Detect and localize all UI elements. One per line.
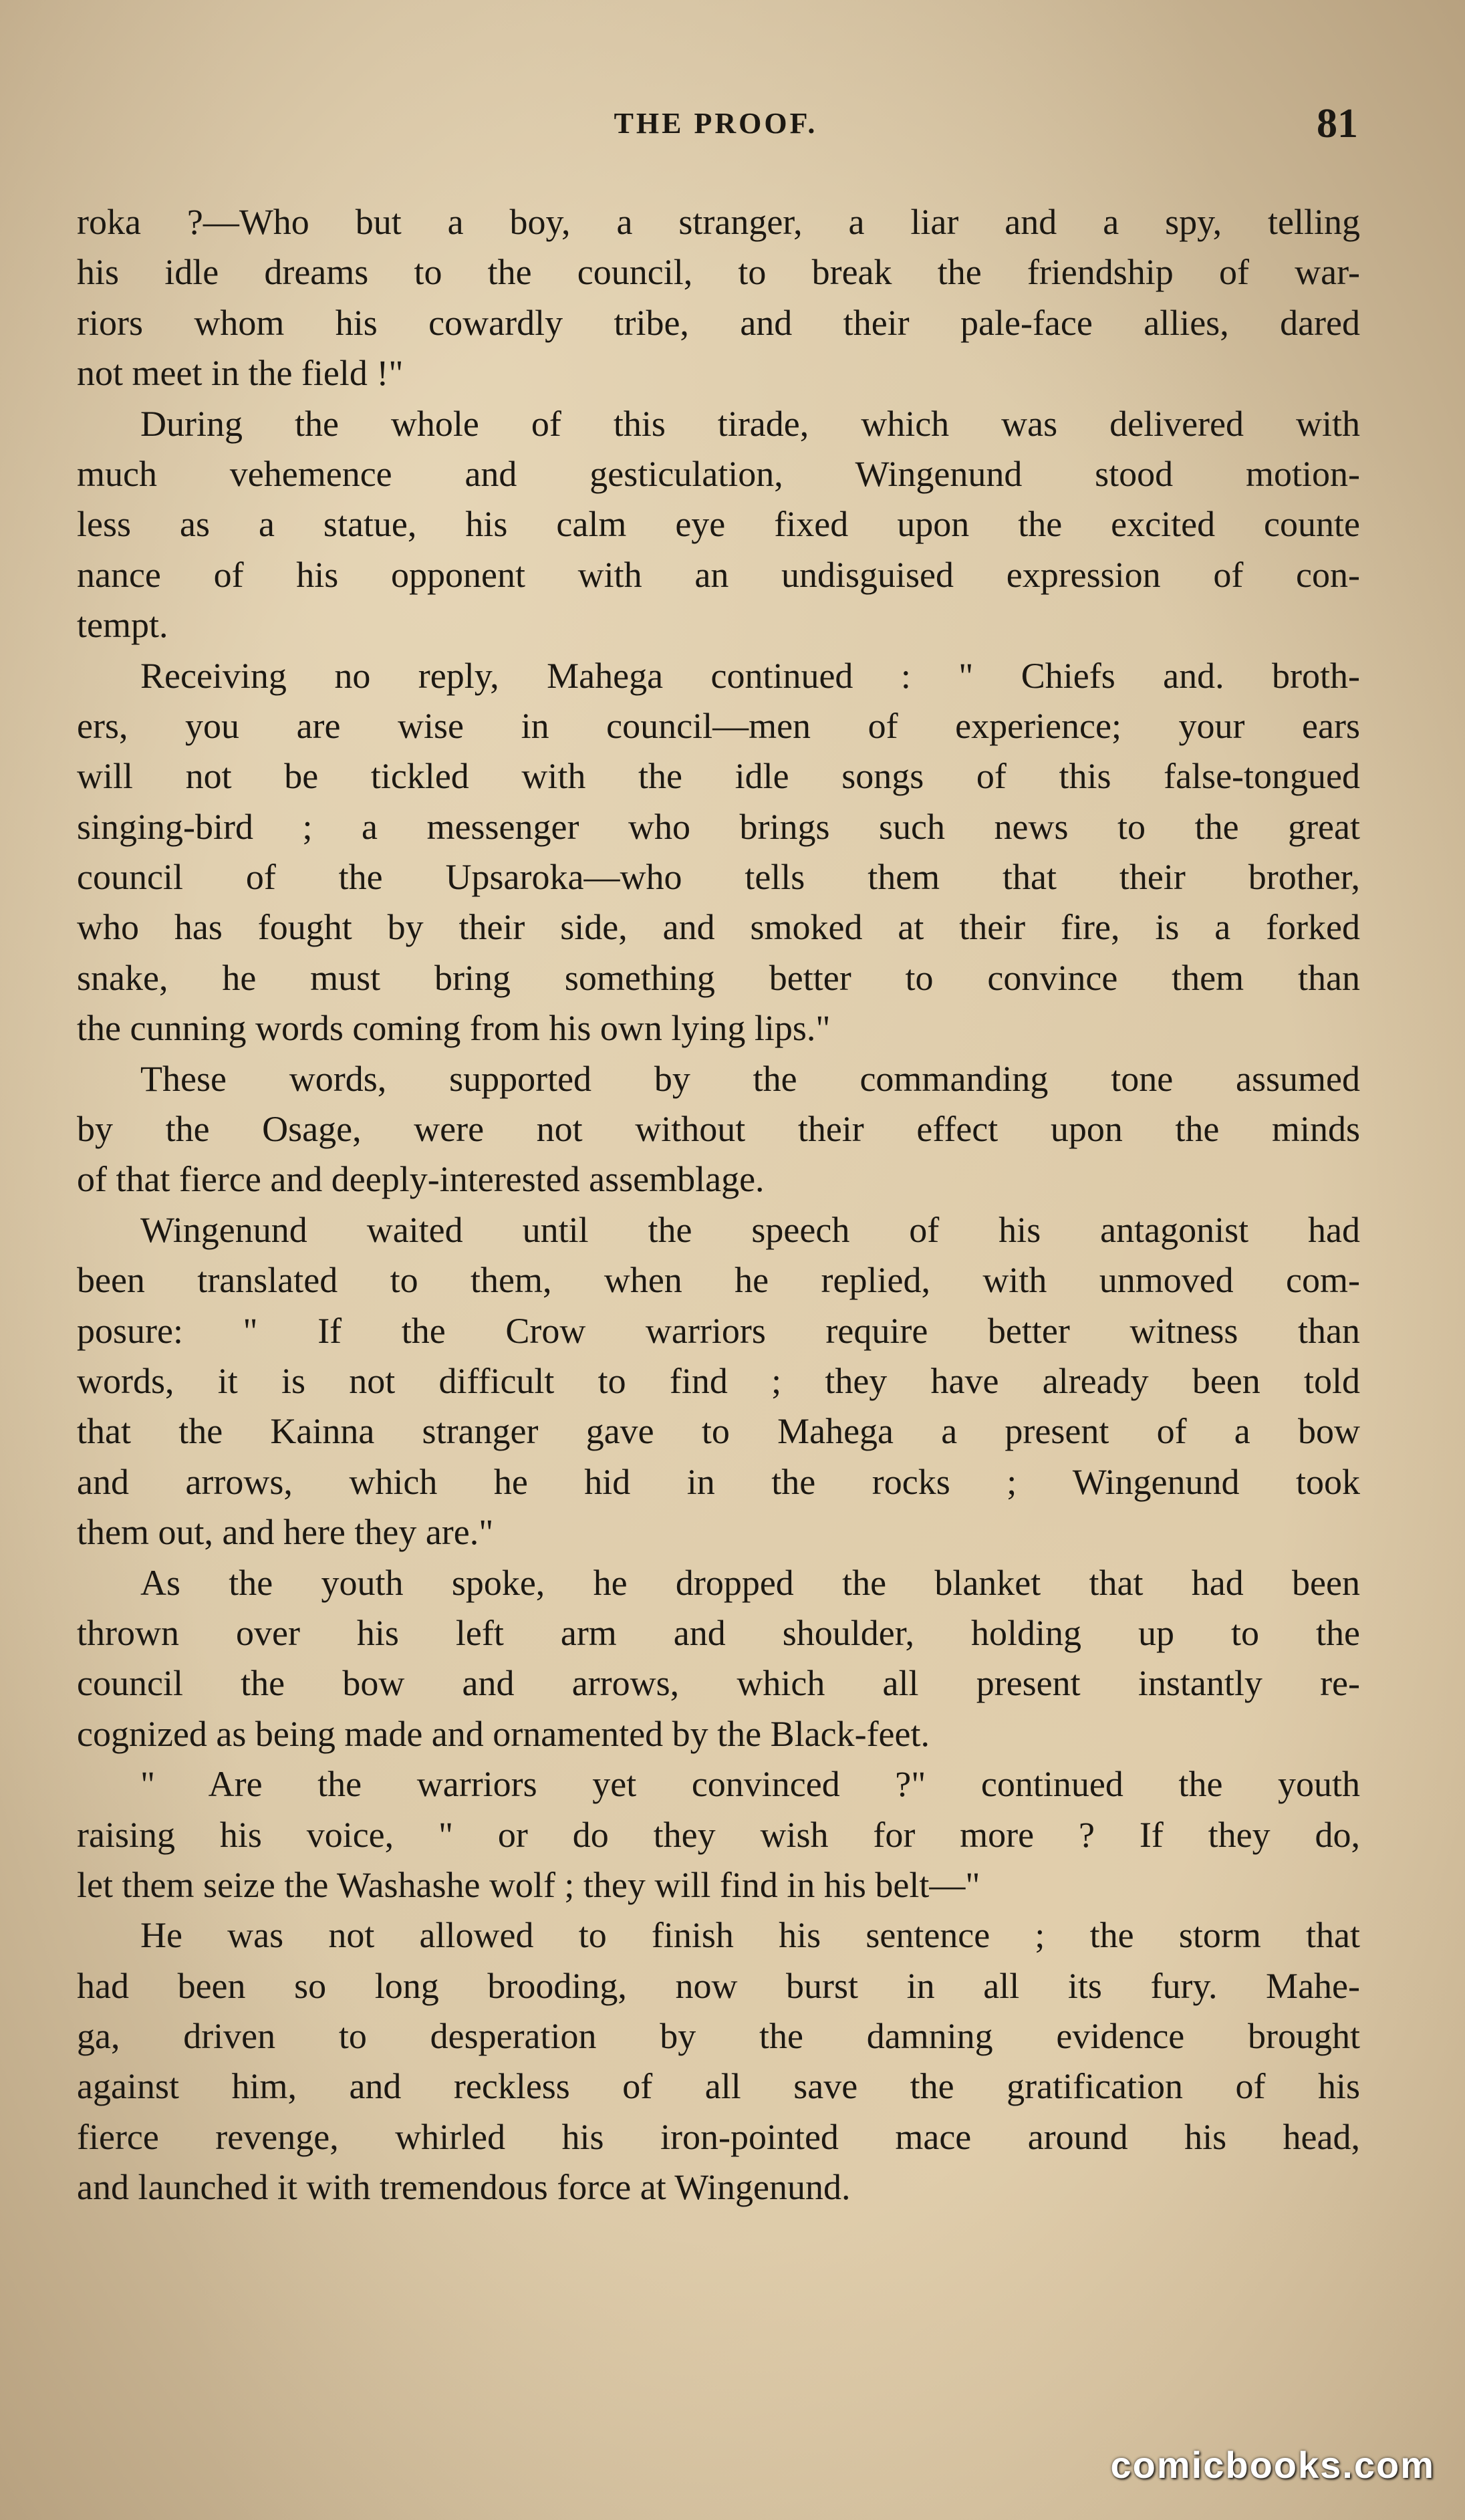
text-line: During the whole of this tirade, which was delivered with [140, 403, 1360, 444]
text-line: of that fierce and deeply-interested assemblage. [77, 1159, 765, 1200]
text-line: thrown over his left arm and shoulder, holding up to the [77, 1612, 1360, 1653]
text-line: and launched it with tremendous force at Wingenund. [77, 2167, 851, 2208]
text-line: that the Kainna stranger gave to Mahega a present of a bow [77, 1411, 1360, 1452]
page-header [74, 97, 1358, 150]
text-line: against him, and reckless of all save the gratification of his [77, 2066, 1360, 2107]
text-line: who has fought by their side, and smoked at their fire, is a forked [77, 907, 1360, 948]
text-line: Wingenund waited until the speech of his antagonist had [140, 1209, 1360, 1250]
text-line: much vehemence and gesticulation, Wingenund stood motion- [77, 453, 1360, 494]
text-line: the cunning words coming from his own lying lips." [77, 1008, 831, 1049]
text-line: and arrows, which he hid in the rocks ; Wingenund took [77, 1461, 1360, 1502]
text-line: council the bow and arrows, which all present instantly re- [77, 1663, 1360, 1704]
text-line: singing-bird ; a messenger who brings such news to the great [77, 806, 1360, 847]
watermark: comicbooks.com [1110, 2444, 1435, 2486]
text-line: roka ?—Who but a boy, a stranger, a liar and a spy, telling [77, 202, 1360, 242]
text-line: been translated to them, when he replied, with unmoved com- [77, 1260, 1360, 1301]
page-number: 81 [1317, 101, 1358, 146]
text-line: by the Osage, were not without their effect upon the minds [77, 1109, 1360, 1150]
text-line: ga, driven to desperation by the damning evidence brought [77, 2016, 1360, 2057]
text-line: will not be tickled with the idle songs of this false-tongued [77, 756, 1360, 797]
text-line: cognized as being made and ornamented by the Black-feet. [77, 1713, 930, 1754]
text-line: He was not allowed to finish his sentence ; the storm that [140, 1915, 1360, 1956]
text-line: his idle dreams to the council, to break the friendship of war- [77, 252, 1360, 293]
text-line: riors whom his cowardly tribe, and their pale-face allies, dared [77, 302, 1360, 343]
text-line: Receiving no reply, Mahega continued : " Chiefs and. broth- [140, 655, 1360, 696]
text-line: had been so long brooding, now burst in all its fury. Mahe- [77, 1965, 1360, 2006]
running-head: THE PROOF. [614, 107, 818, 140]
text-line: " Are the warriors yet convinced ?" continued the youth [140, 1764, 1360, 1805]
text-line: not meet in the field !" [77, 353, 404, 394]
body-text [77, 197, 1360, 2213]
text-line: These words, supported by the commanding tone assumed [140, 1058, 1360, 1099]
text-line: nance of his opponent with an undisguised expression of con- [77, 554, 1360, 595]
text-line: words, it is not difficult to find ; they have already been told [77, 1360, 1360, 1401]
text-line: them out, and here they are." [77, 1512, 494, 1553]
text-line: raising his voice, " or do they wish for more ? If they do, [77, 1814, 1360, 1855]
text-line: let them seize the Washashe wolf ; they will find in his belt—" [77, 1864, 980, 1905]
text-line: posure: " If the Crow warriors require better witness than [77, 1310, 1360, 1351]
text-line: fierce revenge, whirled his iron-pointed mace around his head, [77, 2116, 1360, 2157]
text-line: snake, he must bring something better to convince them than [77, 957, 1360, 998]
text-line: less as a statue, his calm eye fixed upon the excited counte [77, 504, 1360, 545]
text-line: council of the Upsaroka—who tells them that their brother, [77, 857, 1360, 898]
text-line: ers, you are wise in council—men of experience; your ears [77, 705, 1360, 746]
text-line: As the youth spoke, he dropped the blanket that had been [140, 1562, 1360, 1603]
text-line: tempt. [77, 605, 168, 646]
